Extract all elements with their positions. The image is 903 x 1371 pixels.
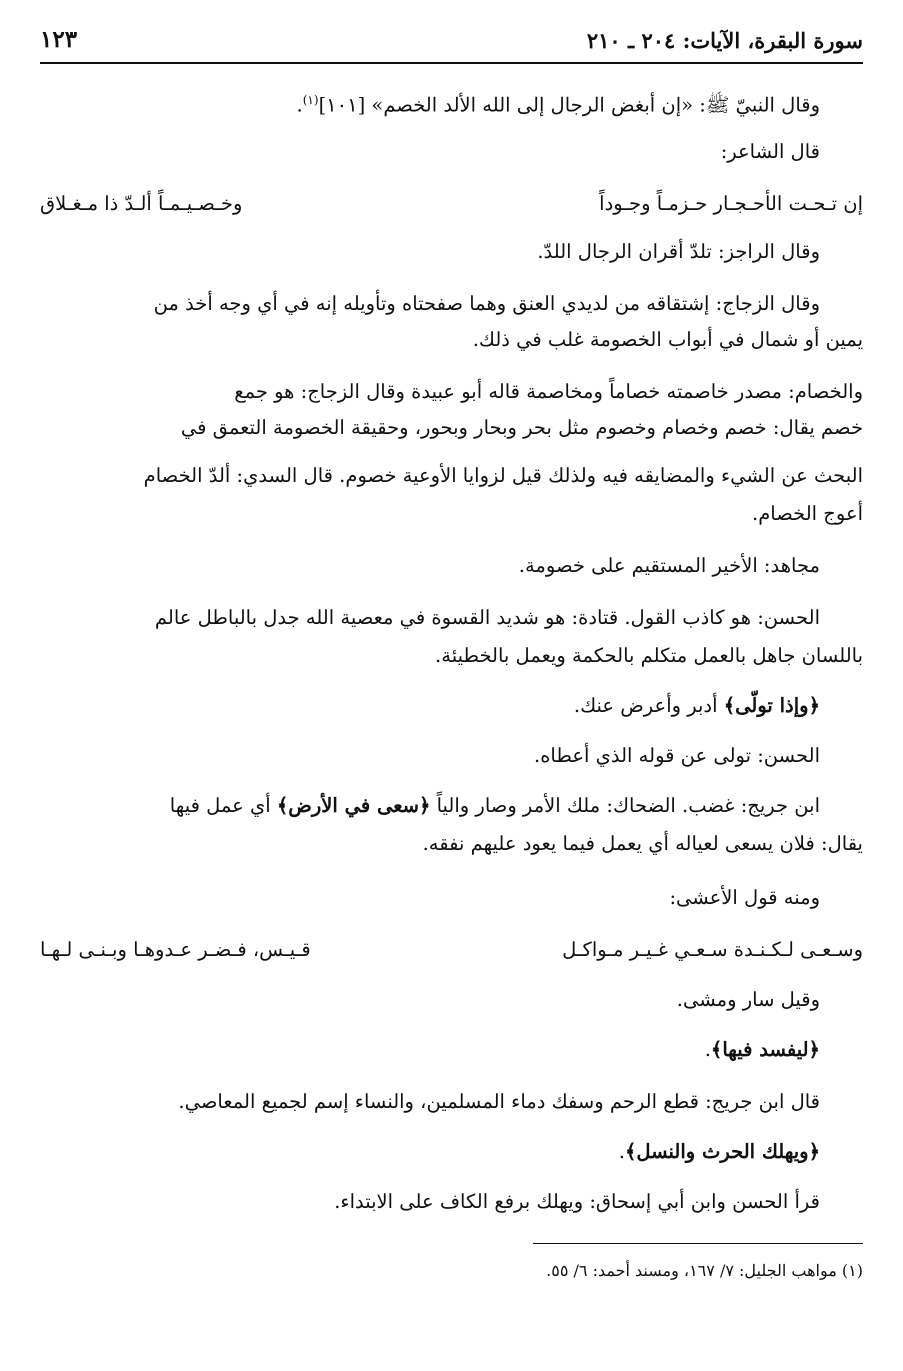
text-line xyxy=(40,84,820,122)
text-line xyxy=(40,790,820,822)
footnote: (١) مواهب الجليل: ٧/ ١٦٧، ومسند أحمد: ٦/ ٥٥. xyxy=(546,1261,863,1280)
quran-quote: ﴿وإذا تولّى﴾ xyxy=(723,694,820,717)
commentary: أدبر وأعرض عنك. xyxy=(573,694,724,717)
page-header xyxy=(40,22,863,64)
text-line xyxy=(40,1034,820,1066)
text-line: ومنه قول الأعشى: xyxy=(669,886,820,909)
page-number: ١٢٣ xyxy=(40,26,78,53)
text-line: البحث عن الشيء والمضايقه فيه ولذلك قيل لزوايا الأوعية خصوم. قال السدي: ألدّ الخصام xyxy=(143,464,863,487)
text-line: يمين أو شمال في أبواب الخصومة غلب في ذلك. xyxy=(472,328,863,351)
text-line: الحسن: تولى عن قوله الذي أعطاه. xyxy=(534,744,820,767)
text-line: قال الشاعر: xyxy=(720,140,820,163)
text-line: وقال الراجز: تلدّ أقران الرجال اللدّ. xyxy=(537,240,820,263)
text-line: خصم يقال: خصم وخصام وخصوم مثل بحر وبحار وبحور، وحقيقة الخصومة التعمق في xyxy=(180,416,863,439)
text-line: والخصام: مصدر خاصمته خصاماً ومخاصمة قاله أبو عبيدة وقال الزجاج: هو جمع xyxy=(234,380,863,403)
running-title: سورة البقرة، الآيات: ٢٠٤ ـ ٢١٠ xyxy=(586,28,863,53)
text-line: وقال الزجاج: إشتقاقه من لديدي العنق وهما صفحتاه وتأويله إنه في أي وجه أخذ من xyxy=(153,292,820,315)
punctuation: . xyxy=(296,93,303,117)
commentary: أي عمل فيها xyxy=(169,794,277,817)
verse-hemistich-left: قـيـس، فـضـر عـدوهـا وبـنـى لـهـا xyxy=(40,938,311,961)
text-line xyxy=(40,1136,820,1168)
text-line: قال ابن جريج: قطع الرحم وسفك دماء المسلمين، والنساء إسم لجميع المعاصي. xyxy=(178,1090,820,1113)
text-line: الحسن: هو كاذب القول. قتادة: هو شديد القسوة في معصية الله جدل بالباطل عالم xyxy=(154,606,820,629)
punctuation: . xyxy=(704,1038,711,1061)
text-line: باللسان جاهل بالعمل متكلم بالحكمة ويعمل بالخطيئة. xyxy=(435,644,863,667)
text-line: وقيل سار ومشى. xyxy=(676,988,820,1011)
punctuation: . xyxy=(618,1140,625,1163)
verse-hemistich-right: وسـعـى لـكـنـدة سـعـي غـيـر مـواكـل xyxy=(562,938,863,961)
footnote-divider xyxy=(533,1243,863,1244)
text-line: يقال: فلان يسعى لعياله أي يعمل فيما يعود عليهم نفقه. xyxy=(422,832,863,855)
text-line: قرأ الحسن وابن أبي إسحاق: ويهلك برفع الكاف على الابتداء. xyxy=(334,1190,820,1213)
quran-quote: ﴿ويهلك الحرث والنسل﴾ xyxy=(624,1140,820,1163)
commentary: ابن جريج: غضب. الضحاك: ملك الأمر وصار والياً xyxy=(430,794,820,817)
verse-hemistich-right: إن تـحـت الأحـجـار حـزمـاً وجـوداً xyxy=(599,192,863,215)
verse-hemistich-left: وخـصـيـمـاً ألـدّ ذا مـغـلاق xyxy=(40,192,243,215)
quran-quote: ﴿سعى في الأرض﴾ xyxy=(276,794,431,817)
text-line: أعوج الخصام. xyxy=(752,502,863,525)
text-line: مجاهد: الأخير المستقيم على خصومة. xyxy=(518,554,820,577)
quran-quote: ﴿ليفسد فيها﴾ xyxy=(710,1038,820,1061)
text-line xyxy=(40,690,820,722)
footnote-ref: (١) xyxy=(302,93,319,107)
hadith-text: وقال النبيّ ﷺ: «إن أبغض الرجال إلى الله الألد الخصم» [١٠١] xyxy=(318,93,820,117)
